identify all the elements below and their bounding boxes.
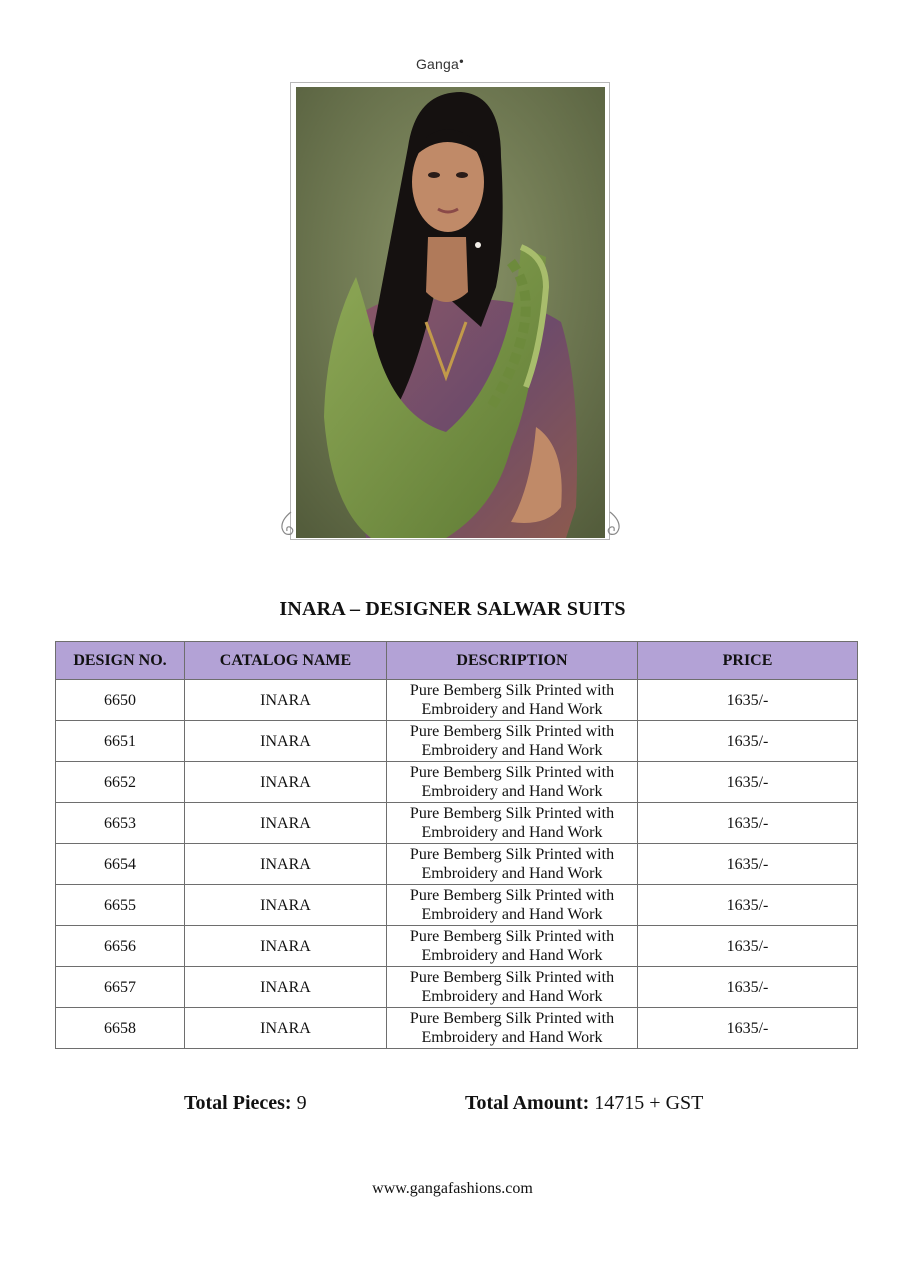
description-line-2: Embroidery and Hand Work [421,742,603,759]
description-line-2: Embroidery and Hand Work [421,906,603,923]
description-cell [387,680,638,721]
price-cell: 1635/- [638,1008,858,1049]
table-row [56,1008,858,1049]
description-line-2: Embroidery and Hand Work [421,865,603,882]
price-cell: 1635/- [638,803,858,844]
left-flourish-ornament-icon [276,510,296,538]
description-line-1: Pure Bemberg Silk Printed with [409,846,615,863]
description-line-1: Pure Bemberg Silk Printed with [409,764,615,781]
description-cell [387,926,638,967]
design-no-cell: 6657 [56,967,185,1008]
total-pieces-value: 9 [296,1092,307,1114]
price-cell: 1635/- [638,967,858,1008]
table-row [56,885,858,926]
description-line-1: Pure Bemberg Silk Printed with [409,723,615,740]
column-header-design-no: DESIGN NO. [56,642,185,680]
column-header-price: PRICE [638,642,858,680]
price-cell: 1635/- [638,844,858,885]
design-no-cell: 6651 [56,721,185,762]
design-no-cell: 6655 [56,885,185,926]
brand-logo-text: Ganga [415,56,459,72]
table-row [56,803,858,844]
description-line-1: Pure Bemberg Silk Printed with [409,887,615,904]
column-header-catalog-name: CATALOG NAME [185,642,387,680]
column-header-description: DESCRIPTION [387,642,638,680]
total-amount-label: Total Amount: [465,1092,590,1114]
design-no-cell: 6656 [56,926,185,967]
right-flourish-ornament-icon [605,510,625,538]
description-line-2: Embroidery and Hand Work [421,947,603,964]
description-line-1: Pure Bemberg Silk Printed with [409,1010,615,1027]
description-cell [387,803,638,844]
catalog-name-cell: INARA [185,967,387,1008]
design-no-cell: 6650 [56,680,185,721]
catalog-name-cell: INARA [185,803,387,844]
description-line-2: Embroidery and Hand Work [421,783,603,800]
design-no-cell: 6652 [56,762,185,803]
page-title: INARA – DESIGNER SALWAR SUITS [279,598,626,620]
price-cell: 1635/- [638,762,858,803]
price-cell: 1635/- [638,926,858,967]
design-no-cell: 6658 [56,1008,185,1049]
catalog-name-cell: INARA [185,680,387,721]
description-cell [387,1008,638,1049]
catalog-name-cell: INARA [185,885,387,926]
total-amount [465,1092,703,1115]
website-url: www.gangafashions.com [372,1180,533,1197]
description-line-1: Pure Bemberg Silk Printed with [409,969,615,986]
brand-logo [405,56,475,78]
price-cell: 1635/- [638,721,858,762]
table-row [56,844,858,885]
description-cell [387,967,638,1008]
catalog-name-cell: INARA [185,926,387,967]
catalog-table [55,641,858,1049]
table-row [56,967,858,1008]
catalog-name-cell: INARA [185,844,387,885]
table-row [56,721,858,762]
model-photo [296,87,605,538]
price-cell: 1635/- [638,885,858,926]
catalog-name-cell: INARA [185,721,387,762]
design-no-cell: 6654 [56,844,185,885]
total-amount-value: 14715 + GST [594,1092,704,1114]
table-header-row [56,642,858,680]
description-line-2: Embroidery and Hand Work [421,824,603,841]
description-line-1: Pure Bemberg Silk Printed with [409,805,615,822]
description-line-1: Pure Bemberg Silk Printed with [409,682,615,699]
price-cell: 1635/- [638,680,858,721]
table-row [56,762,858,803]
model-illustration [296,87,605,538]
catalog-name-cell: INARA [185,1008,387,1049]
description-cell [387,885,638,926]
catalog-name-cell: INARA [185,762,387,803]
description-line-1: Pure Bemberg Silk Printed with [409,928,615,945]
table-row [56,680,858,721]
description-cell [387,762,638,803]
description-line-2: Embroidery and Hand Work [421,988,603,1005]
description-line-2: Embroidery and Hand Work [421,1029,603,1046]
total-pieces [184,1092,307,1115]
description-cell [387,721,638,762]
description-cell [387,844,638,885]
total-pieces-label: Total Pieces: [184,1092,292,1114]
table-row [56,926,858,967]
description-line-2: Embroidery and Hand Work [421,701,603,718]
design-no-cell: 6653 [56,803,185,844]
logo-mark-icon: ● [459,56,465,66]
